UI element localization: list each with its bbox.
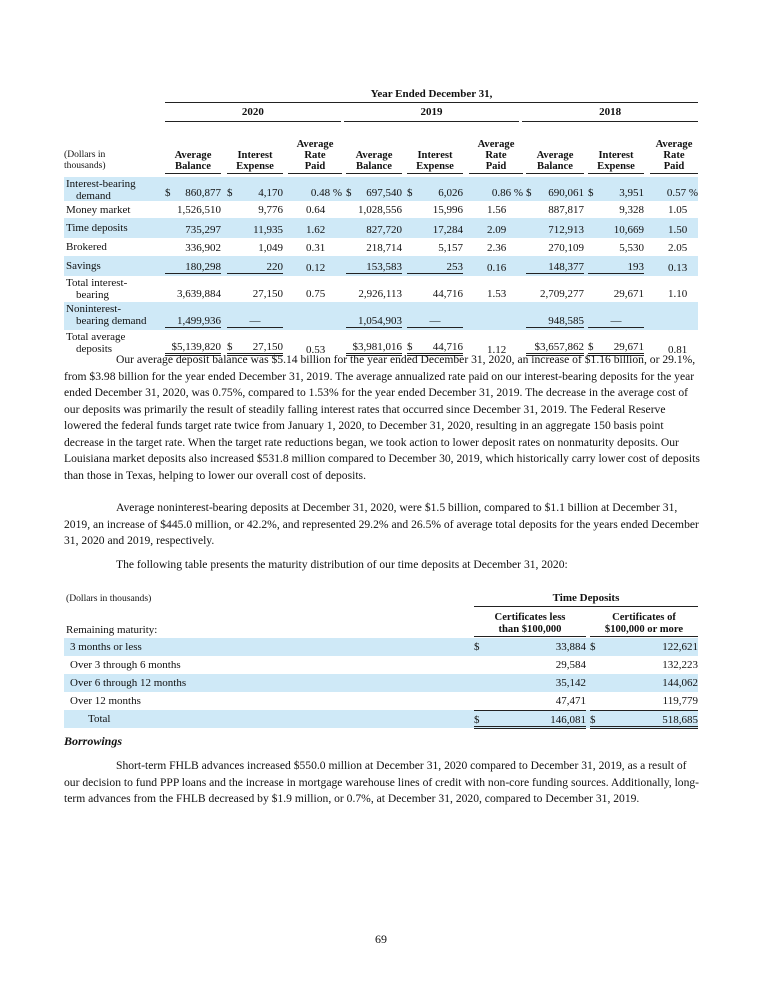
cell-less_100k: 47,471 (555, 695, 586, 707)
col-interest-expense-2018: Interest Expense (588, 150, 644, 174)
cell-y2019-rate: 2.09 (487, 224, 507, 236)
year-header-2018: 2018 (522, 104, 698, 122)
cell-y2019-rate: 0.86 % (491, 187, 523, 199)
row-label: Money market (66, 203, 131, 216)
col-average-rate-paid-2020: Average Rate Paid (288, 139, 342, 174)
currency-symbol: $ (474, 714, 480, 726)
cell-y2018-balance: 148,377 (526, 261, 584, 274)
paragraph-maturity-intro: The following table presents the maturity distribution of our time deposits at December 31, 2020: (116, 558, 568, 571)
cell-less_100k: 35,142 (555, 677, 586, 689)
cell-y2018-expense: $ 29,671 (588, 341, 644, 356)
cell-y2018-expense: 10,669 (613, 224, 644, 236)
currency-symbol: $ (407, 341, 413, 353)
row-label: Total interest- bearing (66, 277, 128, 301)
col-average-rate-paid-2018: Average Rate Paid (650, 139, 698, 174)
table-row (64, 638, 698, 656)
table-row (64, 656, 698, 674)
currency-symbol: $ (588, 341, 594, 353)
cell-y2020-rate: 0.12 (306, 262, 326, 274)
cell-y2019-expense: 17,284 (432, 224, 463, 236)
cell-y2020-balance: 735,297 (185, 224, 221, 236)
row-label: Noninterest- bearing demand (66, 303, 147, 327)
cell-y2019-expense: $ 44,716 (407, 341, 463, 356)
table-row (64, 238, 698, 256)
cell-y2018-balance: 712,913 (548, 224, 584, 236)
currency-symbol: $ (165, 187, 171, 199)
cell-y2018-expense: $ 3,951 (588, 187, 644, 199)
cell-y2018-expense: 193 (588, 261, 644, 274)
row-label: Interest-bearing demand (66, 178, 136, 202)
cell-y2018-balance: 270,109 (548, 242, 584, 254)
cell-y2018-expense: 5,530 (619, 242, 644, 254)
cell-y2018-balance: $ 690,061 (526, 187, 584, 199)
cell-y2018-rate: 0.13 (668, 262, 688, 274)
page-number: 69 (375, 932, 387, 946)
units-label: (Dollars in thousands) (64, 149, 106, 171)
row-label: Brokered (66, 241, 107, 253)
cell-y2020-balance: $5,139,820 (165, 341, 221, 356)
row-label: Total average deposits (66, 331, 126, 355)
cell-y2019-expense: 15,996 (432, 204, 463, 216)
row-label: Time deposits (66, 222, 128, 234)
currency-symbol: $ (346, 187, 352, 199)
cell-y2020-rate: 0.53 (306, 344, 326, 356)
borrowings-heading: Borrowings (64, 734, 123, 748)
cell-y2019-balance: $3,981,016 (346, 341, 402, 356)
cell-y2020-rate: 0.75 (306, 288, 326, 300)
cell-y2019-balance: 1,054,903 (346, 315, 402, 328)
currency-symbol: $ (590, 641, 596, 653)
paragraph-noninterest-bearing: Average noninterest-bearing deposits at December 31, 2020, were $1.5 billion, compared to $1.1 billion at December 31, 2019, an increase of $445.0 million, or 42.2%, and represented 29.2% and 26.5% of average total deposits for the years ended December 31, 2020 and 2019, respectively. (64, 501, 699, 547)
units-label: (Dollars in thousands) (66, 593, 152, 604)
cell-y2019-expense: 253 (407, 261, 463, 274)
cell-over_100k: 144,062 (662, 677, 698, 689)
cell-y2020-expense: 11,935 (253, 224, 283, 236)
cell-y2020-expense: 9,776 (258, 204, 283, 216)
cell-over_100k: $ 122,621 (590, 641, 698, 653)
cell-y2019-balance: 827,720 (366, 224, 402, 236)
col-interest-expense-2019: Interest Expense (407, 150, 463, 174)
cell-y2018-rate: 1.05 (668, 204, 688, 216)
cell-y2019-balance: 218,714 (366, 242, 402, 254)
cell-y2019-balance: $ 697,540 (346, 187, 402, 199)
cell-y2020-expense: $ 4,170 (227, 187, 283, 199)
maturity-table-body (64, 638, 698, 728)
cell-y2018-rate: 0.57 % (666, 187, 698, 199)
period-header: Year Ended December 31, (165, 88, 698, 103)
cell-y2020-expense: 1,049 (258, 242, 283, 254)
cell-y2018-balance: 2,709,277 (540, 288, 584, 300)
cell-y2020-balance: $ 860,877 (165, 187, 221, 199)
cell-y2020-balance: 180,298 (165, 261, 221, 274)
cell-y2019-balance: 1,028,556 (358, 204, 402, 216)
table-row (64, 276, 698, 302)
cell-y2018-expense: 9,328 (619, 204, 644, 216)
cell-y2020-expense: $ 27,150 (227, 341, 283, 356)
col-average-balance-2018: Average Balance (526, 150, 584, 174)
time-deposits-header: Time Deposits (474, 592, 698, 607)
table-row (64, 710, 698, 728)
table-row (64, 177, 698, 201)
cell-y2019-expense: 5,157 (438, 242, 463, 254)
cell-y2018-balance: 948,585 (526, 315, 584, 328)
cell-y2020-balance: 3,639,884 (177, 288, 221, 300)
average-deposits-table (64, 88, 698, 356)
cell-y2020-balance: 1,499,936 (165, 315, 221, 328)
table-row (64, 256, 698, 276)
cell-over_100k: 132,223 (662, 659, 698, 671)
cell-y2019-rate: 1.12 (487, 344, 507, 356)
currency-symbol: $ (227, 187, 233, 199)
cell-y2018-rate: 1.50 (668, 224, 688, 236)
table-row (64, 302, 698, 330)
cell-y2019-expense: — (407, 315, 463, 328)
cell-y2019-rate: 0.16 (487, 262, 507, 274)
paragraph-average-deposit-balance: Our average deposit balance was $5.14 billion for the year ended December 31, 2020, an increase of $1.16 billion, or 29.1%, from $3.98 billion for the year ended December 31, 2019. The average annualized rate paid on our interest-bearing deposits for the year ended December 31, 2020, was 0.75%, compared to 1.53% for the year ended December 31, 2019. The decrease in the average cost of our deposits was primarily the result of steadily falling interest rates that occurred since December 31, 2019. The Federal Reserve lowered the federal funds target rate twice from January 1, 2020, to December 31, 2020, resulting in an aggregate 150 basis point decrease in the target rate. When the target rate reductions began, we took action to lower deposit rates on nonmaturity deposits. Our Louisiana market deposits also increased $531.8 million compared to December 30, 2019, which historically carry lower cost of deposits than those in Texas, helping to lower our overall cost of deposits. (64, 353, 700, 482)
col-certificates-less-100k: Certificates less than $100,000 (474, 612, 586, 637)
row-label: 3 months or less (70, 641, 142, 653)
cell-y2020-expense: 220 (227, 261, 283, 274)
year-headers (165, 104, 698, 122)
cell-y2018-expense: — (588, 315, 644, 328)
table-row (64, 201, 698, 218)
cell-y2020-expense: 27,150 (252, 288, 283, 300)
col-average-rate-paid-2019: Average Rate Paid (469, 139, 523, 174)
currency-symbol: $ (407, 187, 413, 199)
cell-over_100k: $ 518,685 (590, 710, 698, 729)
cell-y2019-rate: 1.53 (487, 288, 507, 300)
cell-y2020-rate: 0.48 % (310, 187, 342, 199)
cell-less_100k: 29,584 (555, 659, 586, 671)
cell-less_100k: $ 33,884 (474, 641, 586, 653)
cell-y2018-rate: 2.05 (668, 242, 688, 254)
year-header-2019: 2019 (344, 104, 520, 122)
cell-y2018-rate: 1.10 (668, 288, 688, 300)
cell-y2020-rate: 1.62 (306, 224, 326, 236)
currency-symbol: $ (526, 187, 532, 199)
col-certificates-100k-or-more: Certificates of $100,000 or more (590, 612, 698, 637)
cell-over_100k: 119,779 (662, 695, 698, 707)
table-row (64, 674, 698, 692)
row-label: Over 3 through 6 months (70, 659, 181, 671)
col-interest-expense-2020: Interest Expense (227, 150, 283, 174)
cell-y2018-balance: 887,817 (548, 204, 584, 216)
cell-y2020-balance: 1,526,510 (177, 204, 221, 216)
cell-y2019-balance: 2,926,113 (358, 288, 402, 300)
column-headers (64, 124, 698, 174)
col-average-balance-2019: Average Balance (346, 150, 402, 174)
currency-symbol: $ (588, 187, 594, 199)
cell-y2020-balance: 336,902 (185, 242, 221, 254)
currency-symbol: $ (227, 341, 233, 353)
cell-y2018-balance: $3,657,862 (526, 341, 584, 356)
cell-y2018-expense: 29,671 (613, 288, 644, 300)
col-average-balance-2020: Average Balance (165, 150, 221, 174)
paragraph-borrowings: Short-term FHLB advances increased $550.0 million at December 31, 2020 compared to December 31, 2019, as a result of our decision to fund PPP loans and the increase in mortgage warehouse lines of credit with non-core funding sources. Additionally, long-term advances from the FHLB decreased by $1.9 million, or 0.7%, at December 31, 2020, compared to December 31, 2019. (64, 759, 700, 805)
row-label: Total (88, 713, 111, 725)
cell-less_100k: $ 146,081 (474, 710, 586, 729)
cell-y2020-rate: 0.31 (306, 242, 326, 254)
table-row (64, 692, 698, 710)
cell-y2020-rate: 0.64 (306, 204, 326, 216)
cell-y2019-expense: 44,716 (432, 288, 463, 300)
row-label: Savings (66, 260, 101, 272)
currency-symbol: $ (474, 641, 480, 653)
row-label: Over 6 through 12 months (70, 677, 187, 689)
cell-y2019-rate: 1.56 (487, 204, 507, 216)
cell-y2019-rate: 2.36 (487, 242, 507, 254)
row-label: Over 12 months (70, 695, 141, 707)
currency-symbol: $ (590, 714, 596, 726)
cell-y2019-balance: 153,583 (346, 261, 402, 274)
table-row (64, 218, 698, 238)
remaining-maturity-label: Remaining maturity: (66, 624, 158, 636)
year-header-2020: 2020 (165, 104, 341, 122)
cell-y2018-rate: 0.81 (668, 344, 688, 356)
deposits-table-body (64, 177, 698, 358)
cell-y2020-expense: — (227, 315, 283, 328)
cell-y2019-expense: $ 6,026 (407, 187, 463, 199)
